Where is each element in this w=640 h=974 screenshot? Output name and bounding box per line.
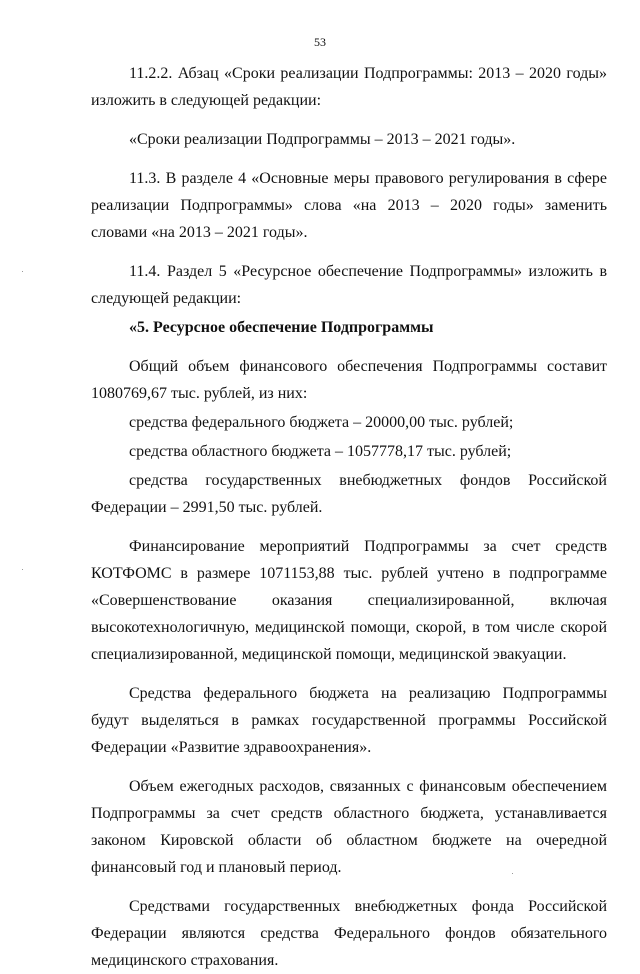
paragraph-extrabudgetary-funds: средства государственных внебюджетных фондов Российской Федерации – 2991,50 тыс. рублей. — [91, 472, 607, 516]
scan-speck — [22, 569, 23, 570]
paragraph-total-funding: Общий объем финансового обеспечения Подпрограммы составит 1080769,67 тыс. рублей, из них: — [91, 358, 607, 402]
document-body — [91, 60, 607, 974]
scan-speck — [512, 873, 513, 874]
page-number: 53 — [314, 35, 326, 49]
section-heading: «5. Ресурсное обеспечение Подпрограммы — [129, 319, 434, 336]
paragraph-extrabudgetary-sources: Средствами государственных внебюджетных фонда Российской Федерации являются средства Федерального фондов обязательного медицинского страхования. — [91, 898, 607, 969]
paragraph-kotfoms-funding: Финансирование мероприятий Подпрограммы за счет средств КОТФОМС в размере 1071153,88 тыс. рублей учтено в подпрограмме «Совершенствование оказания специализированной, включая высокотехнологичную, медицинской помощи, скорой, в том числе скорой специализированной, медицинской помощи, медицинской эвакуации. — [91, 538, 607, 663]
paragraph-federal-budget: средства федерального бюджета – 20000,00 тыс. рублей; — [129, 414, 514, 431]
paragraph-11-2-2: 11.2.2. Абзац «Сроки реализации Подпрограммы: 2013 – 2020 годы» изложить в следующей редакции: — [91, 65, 607, 109]
paragraph-terms-quote: «Сроки реализации Подпрограммы – 2013 – 2021 годы». — [129, 131, 516, 148]
scan-speck — [22, 271, 23, 272]
paragraph-annual-expenses: Объем ежегодных расходов, связанных с финансовым обеспечением Подпрограммы за счет средств областного бюджета, устанавливается законом Кировской области об областном бюджете на очередной финансовый год и плановый период. — [91, 778, 607, 876]
paragraph-regional-budget: средства областного бюджета – 1057778,17 тыс. рублей; — [129, 443, 512, 460]
paragraph-11-3: 11.3. В разделе 4 «Основные меры правового регулирования в сфере реализации Подпрограммы» слова «на 2013 – 2020 годы» заменить словами «на 2013 – 2021 годы». — [91, 170, 607, 241]
paragraph-11-4: 11.4. Раздел 5 «Ресурсное обеспечение Подпрограммы» изложить в следующей редакции: — [91, 263, 607, 307]
paragraph-federal-allocation: Средства федерального бюджета на реализацию Подпрограммы будут выделяться в рамках государственной программы Российской Федерации «Развитие здравоохранения». — [91, 685, 607, 756]
